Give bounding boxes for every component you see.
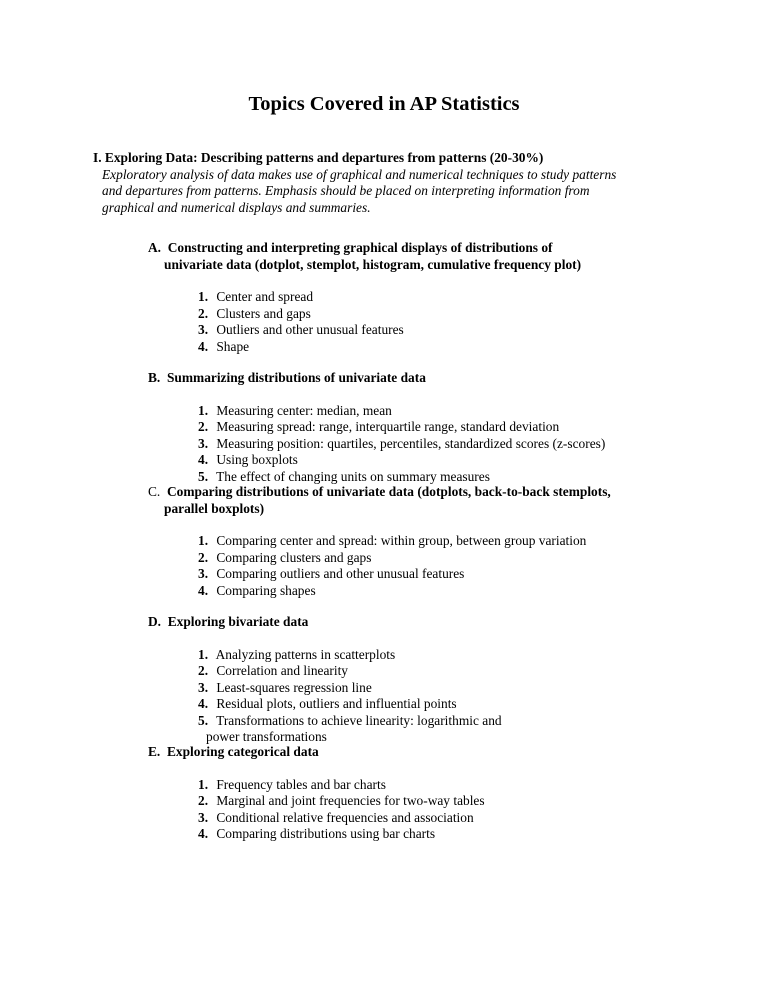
unit-description: Exploratory analysis of data makes use of graphical and numerical techniques to study patterns and departures from patterns. Emphasis should be placed on interpreting information from graphical and numerical displays and summaries.	[102, 166, 617, 215]
item-number: 2.	[198, 305, 209, 321]
item-text: Transformations to achieve linearity: logarithmic and	[216, 712, 502, 728]
section-d	[148, 614, 728, 746]
section-title-cont: univariate data (dotplot, stemplot, histogram, cumulative frequency plot)	[164, 256, 582, 272]
item-number: 5.	[198, 468, 209, 484]
item-number: 2.	[198, 419, 209, 434]
list-item	[198, 403, 728, 420]
section-title: Comparing distributions of univariate data (dotplots, back-to-back stemplots,	[166, 484, 611, 499]
section-heading	[148, 744, 728, 761]
item-text-cont: power transformations	[206, 729, 327, 744]
item-text: Frequency tables and bar charts	[216, 776, 386, 792]
item-number: 1.	[198, 533, 209, 548]
item-text: Residual plots, outliers and influential points	[216, 696, 457, 711]
item-text: Comparing distributions using bar charts	[216, 826, 436, 841]
item-number: 1.	[198, 776, 209, 792]
item-number: 4.	[198, 582, 209, 598]
item-number: 3.	[198, 566, 209, 581]
list-item	[198, 793, 728, 810]
item-number: 3.	[198, 435, 209, 451]
item-text: Clusters and gaps	[216, 305, 311, 321]
section-heading	[148, 484, 728, 517]
section-a	[148, 240, 728, 355]
item-text: Measuring center: median, mean	[216, 402, 392, 418]
section-heading	[148, 240, 728, 273]
list-item	[198, 696, 728, 713]
list-item	[198, 289, 728, 306]
section-letter: A.	[148, 240, 162, 255]
item-text: Comparing center and spread: within group, between group variation	[216, 533, 587, 548]
item-number: 3.	[198, 322, 209, 337]
item-text: Least-squares regression line	[216, 679, 372, 695]
list-item	[198, 452, 728, 469]
item-list	[148, 647, 728, 746]
list-item	[198, 533, 728, 550]
item-list	[148, 403, 728, 486]
list-item	[198, 680, 728, 697]
list-item	[198, 583, 728, 600]
unit-heading: I. Exploring Data: Describing patterns and departures from patterns (20-30%)	[93, 150, 544, 165]
item-text: The effect of changing units on summary measures	[216, 468, 490, 484]
list-item	[198, 647, 728, 664]
item-number: 2.	[198, 663, 209, 678]
unit-block	[93, 150, 733, 216]
item-list	[148, 289, 728, 355]
item-text: Comparing outliers and other unusual features	[216, 566, 465, 581]
item-text: Correlation and linearity	[216, 663, 348, 678]
list-item	[198, 419, 728, 436]
item-text: Using boxplots	[216, 452, 298, 467]
item-number: 1.	[198, 402, 209, 418]
item-number: 4.	[198, 452, 209, 467]
list-item	[198, 826, 728, 843]
section-letter: E.	[148, 744, 161, 759]
item-number: 1.	[198, 289, 209, 304]
item-text: Measuring spread: range, interquartile range, standard deviation	[216, 419, 560, 434]
item-text: Comparing shapes	[216, 582, 316, 598]
item-number: 1.	[198, 646, 209, 662]
section-letter: B.	[148, 370, 161, 385]
section-e	[148, 744, 728, 843]
list-item	[198, 322, 728, 339]
item-number: 4.	[198, 696, 209, 711]
list-item	[198, 550, 728, 567]
item-number: 4.	[198, 338, 209, 354]
section-title-cont: parallel boxplots)	[164, 500, 265, 516]
item-text: Marginal and joint frequencies for two-way tables	[216, 793, 485, 808]
item-text: Center and spread	[216, 289, 314, 304]
item-number: 5.	[198, 712, 209, 728]
item-text: Outliers and other unusual features	[216, 322, 404, 337]
item-number: 2.	[198, 793, 209, 808]
list-item	[198, 566, 728, 583]
item-text: Conditional relative frequencies and association	[216, 809, 474, 825]
item-text: Comparing clusters and gaps	[216, 549, 372, 565]
section-letter: D.	[148, 614, 162, 629]
item-number: 2.	[198, 549, 209, 565]
section-heading	[148, 370, 728, 387]
item-number: 4.	[198, 826, 209, 841]
section-b	[148, 370, 728, 485]
list-item	[198, 306, 728, 323]
item-list	[148, 777, 728, 843]
item-text: Shape	[216, 338, 250, 354]
list-item	[198, 469, 728, 486]
list-item	[198, 810, 728, 827]
item-list	[148, 533, 728, 599]
section-title: Exploring categorical data	[166, 744, 319, 759]
section-title: Summarizing distributions of univariate data	[166, 370, 426, 385]
page-title: Topics Covered in AP Statistics	[248, 93, 520, 115]
section-heading	[148, 614, 728, 631]
section-c	[148, 484, 728, 599]
list-item	[198, 713, 728, 746]
list-item	[198, 436, 728, 453]
item-number: 3.	[198, 809, 209, 825]
list-item	[198, 663, 728, 680]
list-item	[198, 339, 728, 356]
section-letter: C.	[148, 484, 161, 499]
item-text: Analyzing patterns in scatterplots	[215, 646, 396, 662]
item-text: Measuring position: quartiles, percentiles, standardized scores (z-scores)	[216, 435, 606, 451]
section-title: Constructing and interpreting graphical displays of distributions of	[167, 240, 553, 255]
item-number: 3.	[198, 679, 209, 695]
list-item	[198, 777, 728, 794]
section-title: Exploring bivariate data	[167, 614, 309, 629]
